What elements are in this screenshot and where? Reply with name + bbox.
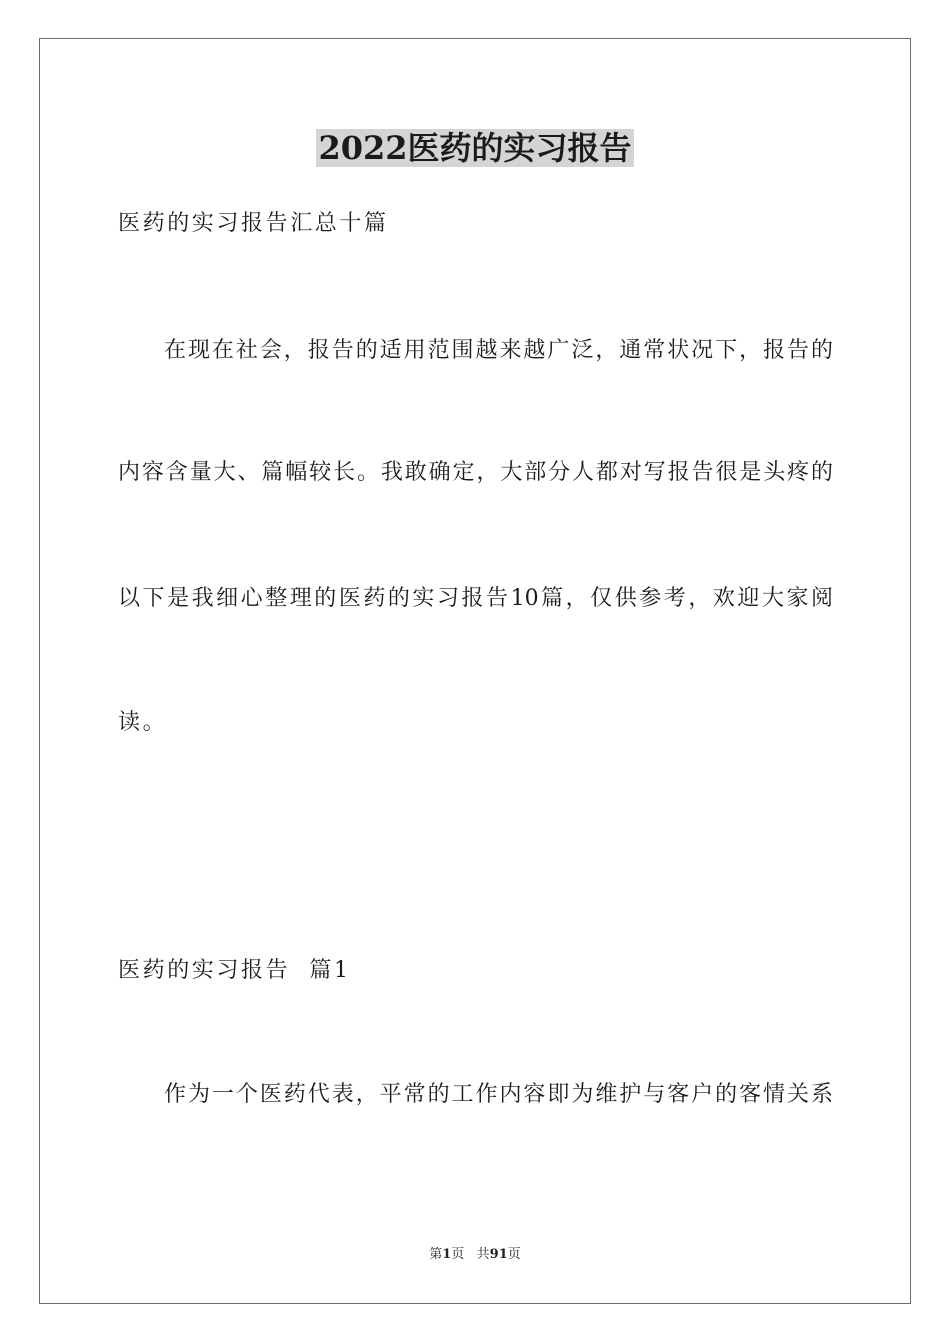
section-line-1: 作为一个医药代表，平常的工作内容即为维护与客户的客情关系: [164, 1082, 833, 1107]
intro-line-4: 读。: [118, 710, 168, 735]
document-subtitle: 医药的实习报告汇总十篇: [118, 211, 389, 236]
page-footer: [0, 1246, 950, 1264]
intro-line-1: 在现在社会，报告的适用范围越来越广泛，通常状况下，报告的: [164, 338, 833, 363]
footer-total-pages: 91: [489, 1247, 508, 1262]
document-title: [0, 128, 950, 168]
footer-page-number: 1: [442, 1247, 452, 1262]
intro-line-2: 内容含量大、篇幅较长。我敢确定，大部分人都对写报告很是头疼的: [118, 460, 833, 485]
footer-suffix: 页: [507, 1247, 521, 1262]
footer-prefix: 第: [429, 1247, 443, 1262]
section-heading: 医药的实习报告 篇1: [118, 958, 351, 983]
footer-mid: 页 共: [451, 1247, 490, 1262]
document-title-text: 2022医药的实习报告: [318, 129, 632, 167]
intro-line-3: 以下是我细心整理的医药的实习报告10篇，仅供参考，欢迎大家阅: [118, 586, 833, 611]
